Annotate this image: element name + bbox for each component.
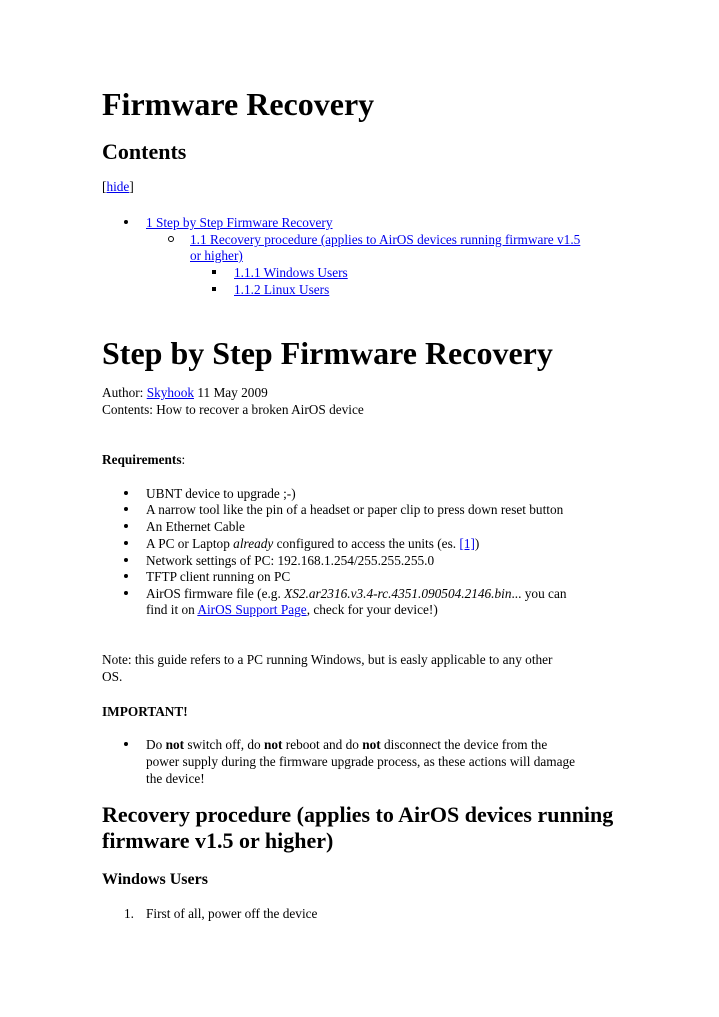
toc-bullet xyxy=(124,214,132,231)
toc-toggle xyxy=(102,178,134,195)
toc-bullet xyxy=(168,231,176,248)
warn-not-3: not xyxy=(362,737,381,752)
list-item-cont xyxy=(146,601,438,618)
r7-line2-b: , check for your device!) xyxy=(306,602,438,617)
r4-text-a: A PC or Laptop xyxy=(146,536,234,551)
toc-item-recovery-procedure-cont[interactable]: or higher) xyxy=(190,248,243,263)
recovery-procedure-heading-cont: firmware v1.5 or higher) xyxy=(102,828,334,853)
warn-c: reboot and do xyxy=(282,737,363,752)
toc-item-step-by-step[interactable]: 1 Step by Step Firmware Recovery xyxy=(146,215,333,230)
hide-link[interactable]: hide xyxy=(106,179,130,194)
r7-italic: XS2.ar2316.v3.4-rc.4351.090504.2146.bin xyxy=(284,586,512,601)
warn-not-2: not xyxy=(263,737,283,752)
r7-text-a: AirOS firmware file (e.g. xyxy=(146,586,285,601)
toc-toggle-open: [ xyxy=(102,179,107,194)
author-label: Author: xyxy=(102,385,147,400)
warning-item-cont: power supply during the firmware upgrade process, as these actions will damage xyxy=(146,754,576,769)
warn-a: Do xyxy=(146,737,166,752)
recovery-procedure-heading: Recovery procedure (applies to AirOS devices running xyxy=(102,802,614,827)
section-title: Step by Step Firmware Recovery xyxy=(102,335,553,371)
list-item: TFTP client running on PC xyxy=(146,569,291,584)
contents-description: Contents: How to recover a broken AirOS device xyxy=(102,402,364,417)
r4-text-c: configured to access the units (es. xyxy=(273,536,460,551)
requirements-colon: : xyxy=(181,452,186,467)
airos-support-link[interactable]: AirOS Support Page xyxy=(197,602,307,617)
list-item: An Ethernet Cable xyxy=(146,519,245,534)
note-text-cont: OS. xyxy=(102,669,123,684)
list-bullet xyxy=(124,485,132,502)
step-item: First of all, power off the device xyxy=(146,906,318,921)
step-number: 1. xyxy=(124,906,134,921)
windows-users-heading: Windows Users xyxy=(102,871,208,888)
list-bullet xyxy=(124,568,132,585)
requirements-label xyxy=(102,451,185,468)
list-bullet xyxy=(124,736,132,753)
toc-bullet xyxy=(212,264,220,281)
warn-d: disconnect the device from the xyxy=(380,737,548,752)
r4-text-d: ) xyxy=(474,536,480,551)
list-bullet xyxy=(124,501,132,518)
toc-item-windows-users[interactable]: 1.1.1 Windows Users xyxy=(234,265,348,280)
toc-bullet xyxy=(212,281,220,298)
warning-item-cont: the device! xyxy=(146,771,205,786)
toc-item-recovery-procedure[interactable]: 1.1 Recovery procedure (applies to AirOS devices running firmware v1.5 xyxy=(190,232,581,247)
author-date: 11 May 2009 xyxy=(194,385,268,400)
list-bullet xyxy=(124,585,132,602)
contents-heading: Contents xyxy=(102,139,187,164)
r4-italic: already xyxy=(233,536,274,551)
page-title: Firmware Recovery xyxy=(102,86,375,122)
warn-not-1: not xyxy=(165,737,185,752)
warn-b: switch off, do xyxy=(184,737,264,752)
warning-item xyxy=(146,736,547,753)
list-item: UBNT device to upgrade ;-) xyxy=(146,486,296,501)
list-item: Network settings of PC: 192.168.1.254/255.255.255.0 xyxy=(146,553,435,568)
note-text: Note: this guide refers to a PC running Windows, but is easly applicable to any other xyxy=(102,652,553,667)
author-line xyxy=(102,384,268,401)
toc-toggle-close: ] xyxy=(129,179,134,194)
list-bullet xyxy=(124,552,132,569)
toc-item-linux-users[interactable]: 1.1.2 Linux Users xyxy=(234,282,330,297)
list-item xyxy=(146,535,479,552)
important-label: IMPORTANT! xyxy=(102,704,188,719)
reference-link-1[interactable]: [1] xyxy=(459,536,475,551)
list-bullet xyxy=(124,518,132,535)
list-item: A narrow tool like the pin of a headset or paper clip to press down reset button xyxy=(146,502,564,517)
r7-text-c: ... you can xyxy=(511,586,567,601)
list-item xyxy=(146,585,567,602)
requirements-bold: Requirements xyxy=(102,452,182,467)
list-bullet xyxy=(124,535,132,552)
author-link[interactable]: Skyhook xyxy=(146,385,194,400)
r7-line2-a: find it on xyxy=(146,602,198,617)
